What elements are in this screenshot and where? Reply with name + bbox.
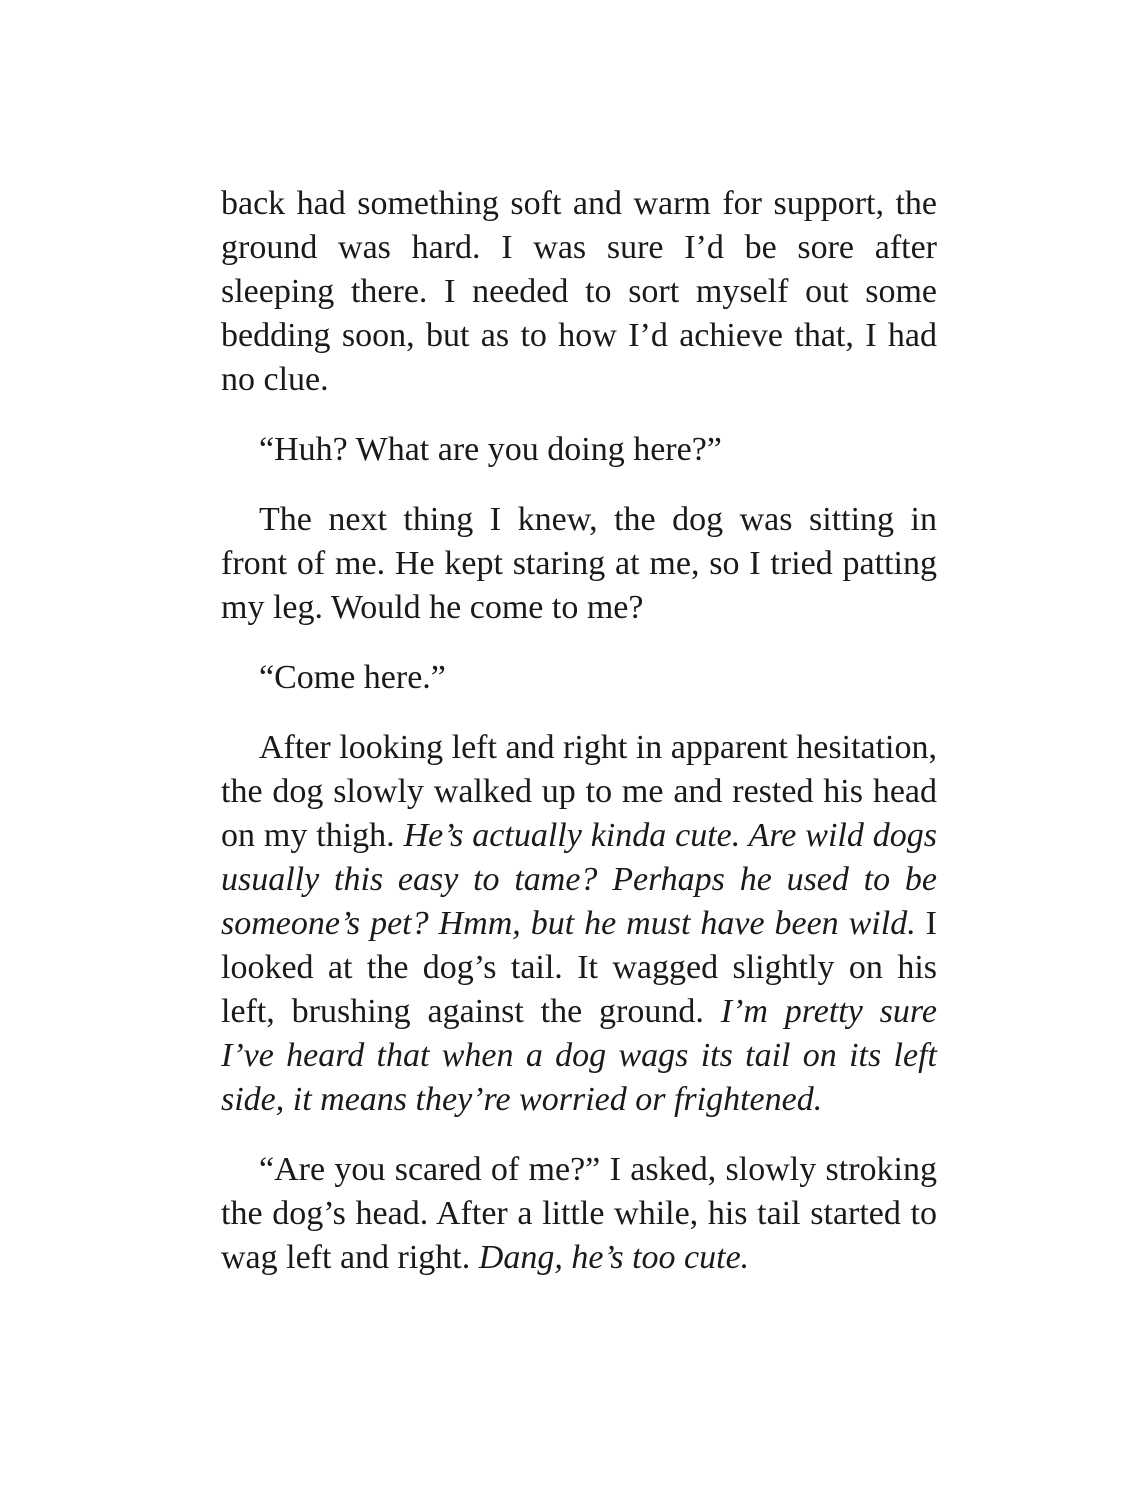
paragraph [221, 428, 937, 472]
paragraph [221, 498, 937, 630]
text-run: I looked at the dog’s tail. It wagged slightly on his left, brushing against the ground. [221, 905, 937, 1030]
dialogue-run: “Are you scared of me?” I asked, slowly stroking the dog’s head. After a little while, his tail started to wag left and right. [221, 1151, 937, 1276]
italic-thought-run: I’m pretty sure I’ve heard that when a dog wags its tail on its left side, it means they’re worried or frightened. [221, 993, 937, 1118]
italic-thought-run: Dang, he’s too cute. [478, 1239, 750, 1276]
book-page-body [221, 182, 937, 1280]
text-run: The next thing I knew, the dog was sitting in front of me. He kept staring at me, so I tried patting my leg. Would he come to me? [221, 501, 937, 626]
dialogue-run: “Come here.” [259, 659, 446, 696]
paragraph [221, 656, 937, 700]
text-run: After looking left and right in apparent hesitation, the dog slowly walked up to me and rested his head on my thigh. [221, 729, 937, 854]
paragraph [221, 726, 937, 1122]
text-run: back had something soft and warm for support, the ground was hard. I was sure I’d be sore after sleeping there. I needed to sort myself out some bedding soon, but as to how I’d achieve that, I had no clue. [221, 185, 937, 398]
paragraph [221, 182, 937, 402]
paragraph [221, 1148, 937, 1280]
dialogue-run: “Huh? What are you doing here?” [259, 431, 722, 468]
italic-thought-run: He’s actually kinda cute. Are wild dogs usually this easy to tame? Perhaps he used to be someone’s pet? Hmm, but he must have been wild. [221, 817, 937, 942]
